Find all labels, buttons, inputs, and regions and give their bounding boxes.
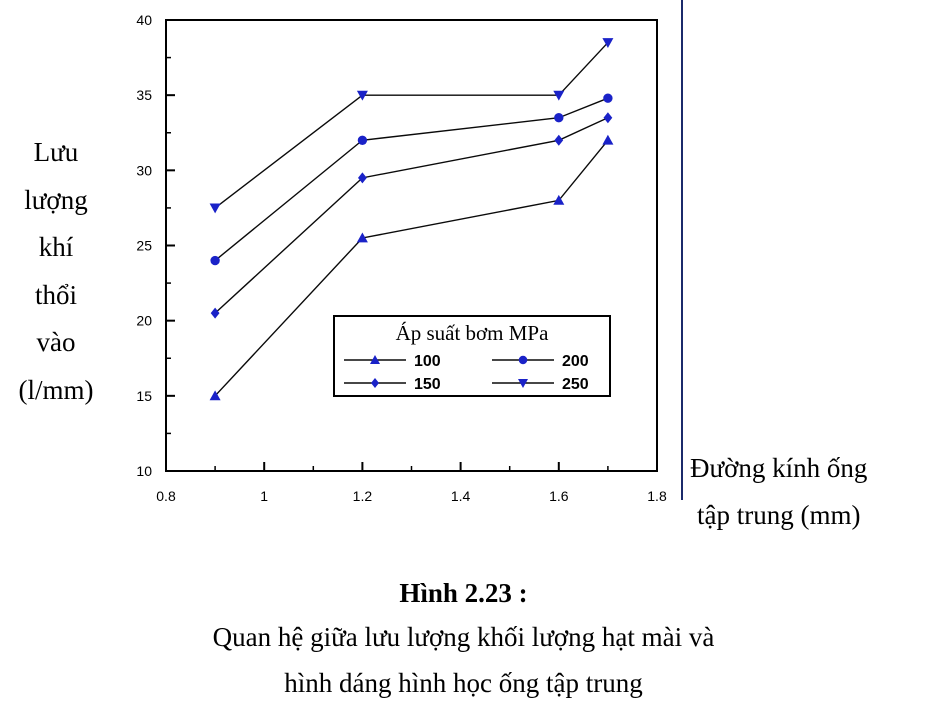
data-point-150: [358, 172, 367, 183]
caption-line-2: hình dáng hình học ống tập trung: [284, 668, 643, 698]
data-point-150: [211, 308, 220, 319]
y-tick-label: 25: [136, 237, 152, 254]
legend-label: 200: [562, 353, 589, 370]
caption-line-1: Quan hệ giữa lưu lượng khối lượng hạt mài và: [212, 622, 715, 652]
y-tick-label: 10: [136, 463, 152, 479]
y-axis-label-line: vào: [36, 327, 76, 357]
legend-marker: [519, 356, 528, 365]
data-point-200: [358, 136, 367, 145]
x-tick-label: 1.8: [647, 488, 667, 504]
y-tick-label: 15: [136, 387, 152, 404]
divider-line: [681, 0, 683, 500]
x-tick-label: 1: [260, 488, 269, 504]
data-point-200: [210, 256, 219, 265]
x-axis-label-line: tập trung (mm): [697, 500, 861, 530]
y-axis-label-line: khí: [38, 232, 74, 262]
series-line-150: [215, 118, 608, 313]
legend: [334, 316, 610, 396]
y-tick-label: 30: [136, 162, 152, 179]
y-axis-label-line: Lưu: [33, 137, 79, 167]
data-point-200: [554, 113, 563, 122]
x-tick-label: 1.2: [352, 488, 373, 504]
data-point-200: [603, 93, 612, 102]
legend-title: Áp suất bơm MPa: [395, 321, 549, 345]
legend-label: 250: [562, 376, 589, 393]
series-line-250: [215, 43, 608, 208]
figure-number: Hình 2.23 :: [399, 578, 528, 608]
x-tick-label: 1.4: [450, 488, 471, 504]
data-point-250: [210, 204, 221, 214]
y-axis-label-line: lượng: [24, 185, 88, 215]
data-point-150: [604, 112, 613, 123]
data-point-100: [602, 135, 613, 145]
legend-label: 150: [414, 376, 441, 393]
series-line-200: [215, 98, 608, 260]
y-axis-label-line: (l/mm): [18, 375, 94, 405]
plot-frame: [166, 20, 657, 471]
x-axis-label-line: Đường kính ống: [690, 453, 868, 483]
legend-label: 100: [414, 353, 441, 370]
data-point-150: [554, 135, 563, 146]
x-tick-label: 0.8: [156, 488, 176, 504]
x-tick-label: 1.6: [549, 488, 569, 504]
y-axis-label-line: thổi: [34, 280, 77, 310]
y-tick-label: 35: [136, 87, 152, 104]
y-tick-label: 40: [136, 12, 152, 28]
y-tick-label: 20: [136, 312, 152, 329]
